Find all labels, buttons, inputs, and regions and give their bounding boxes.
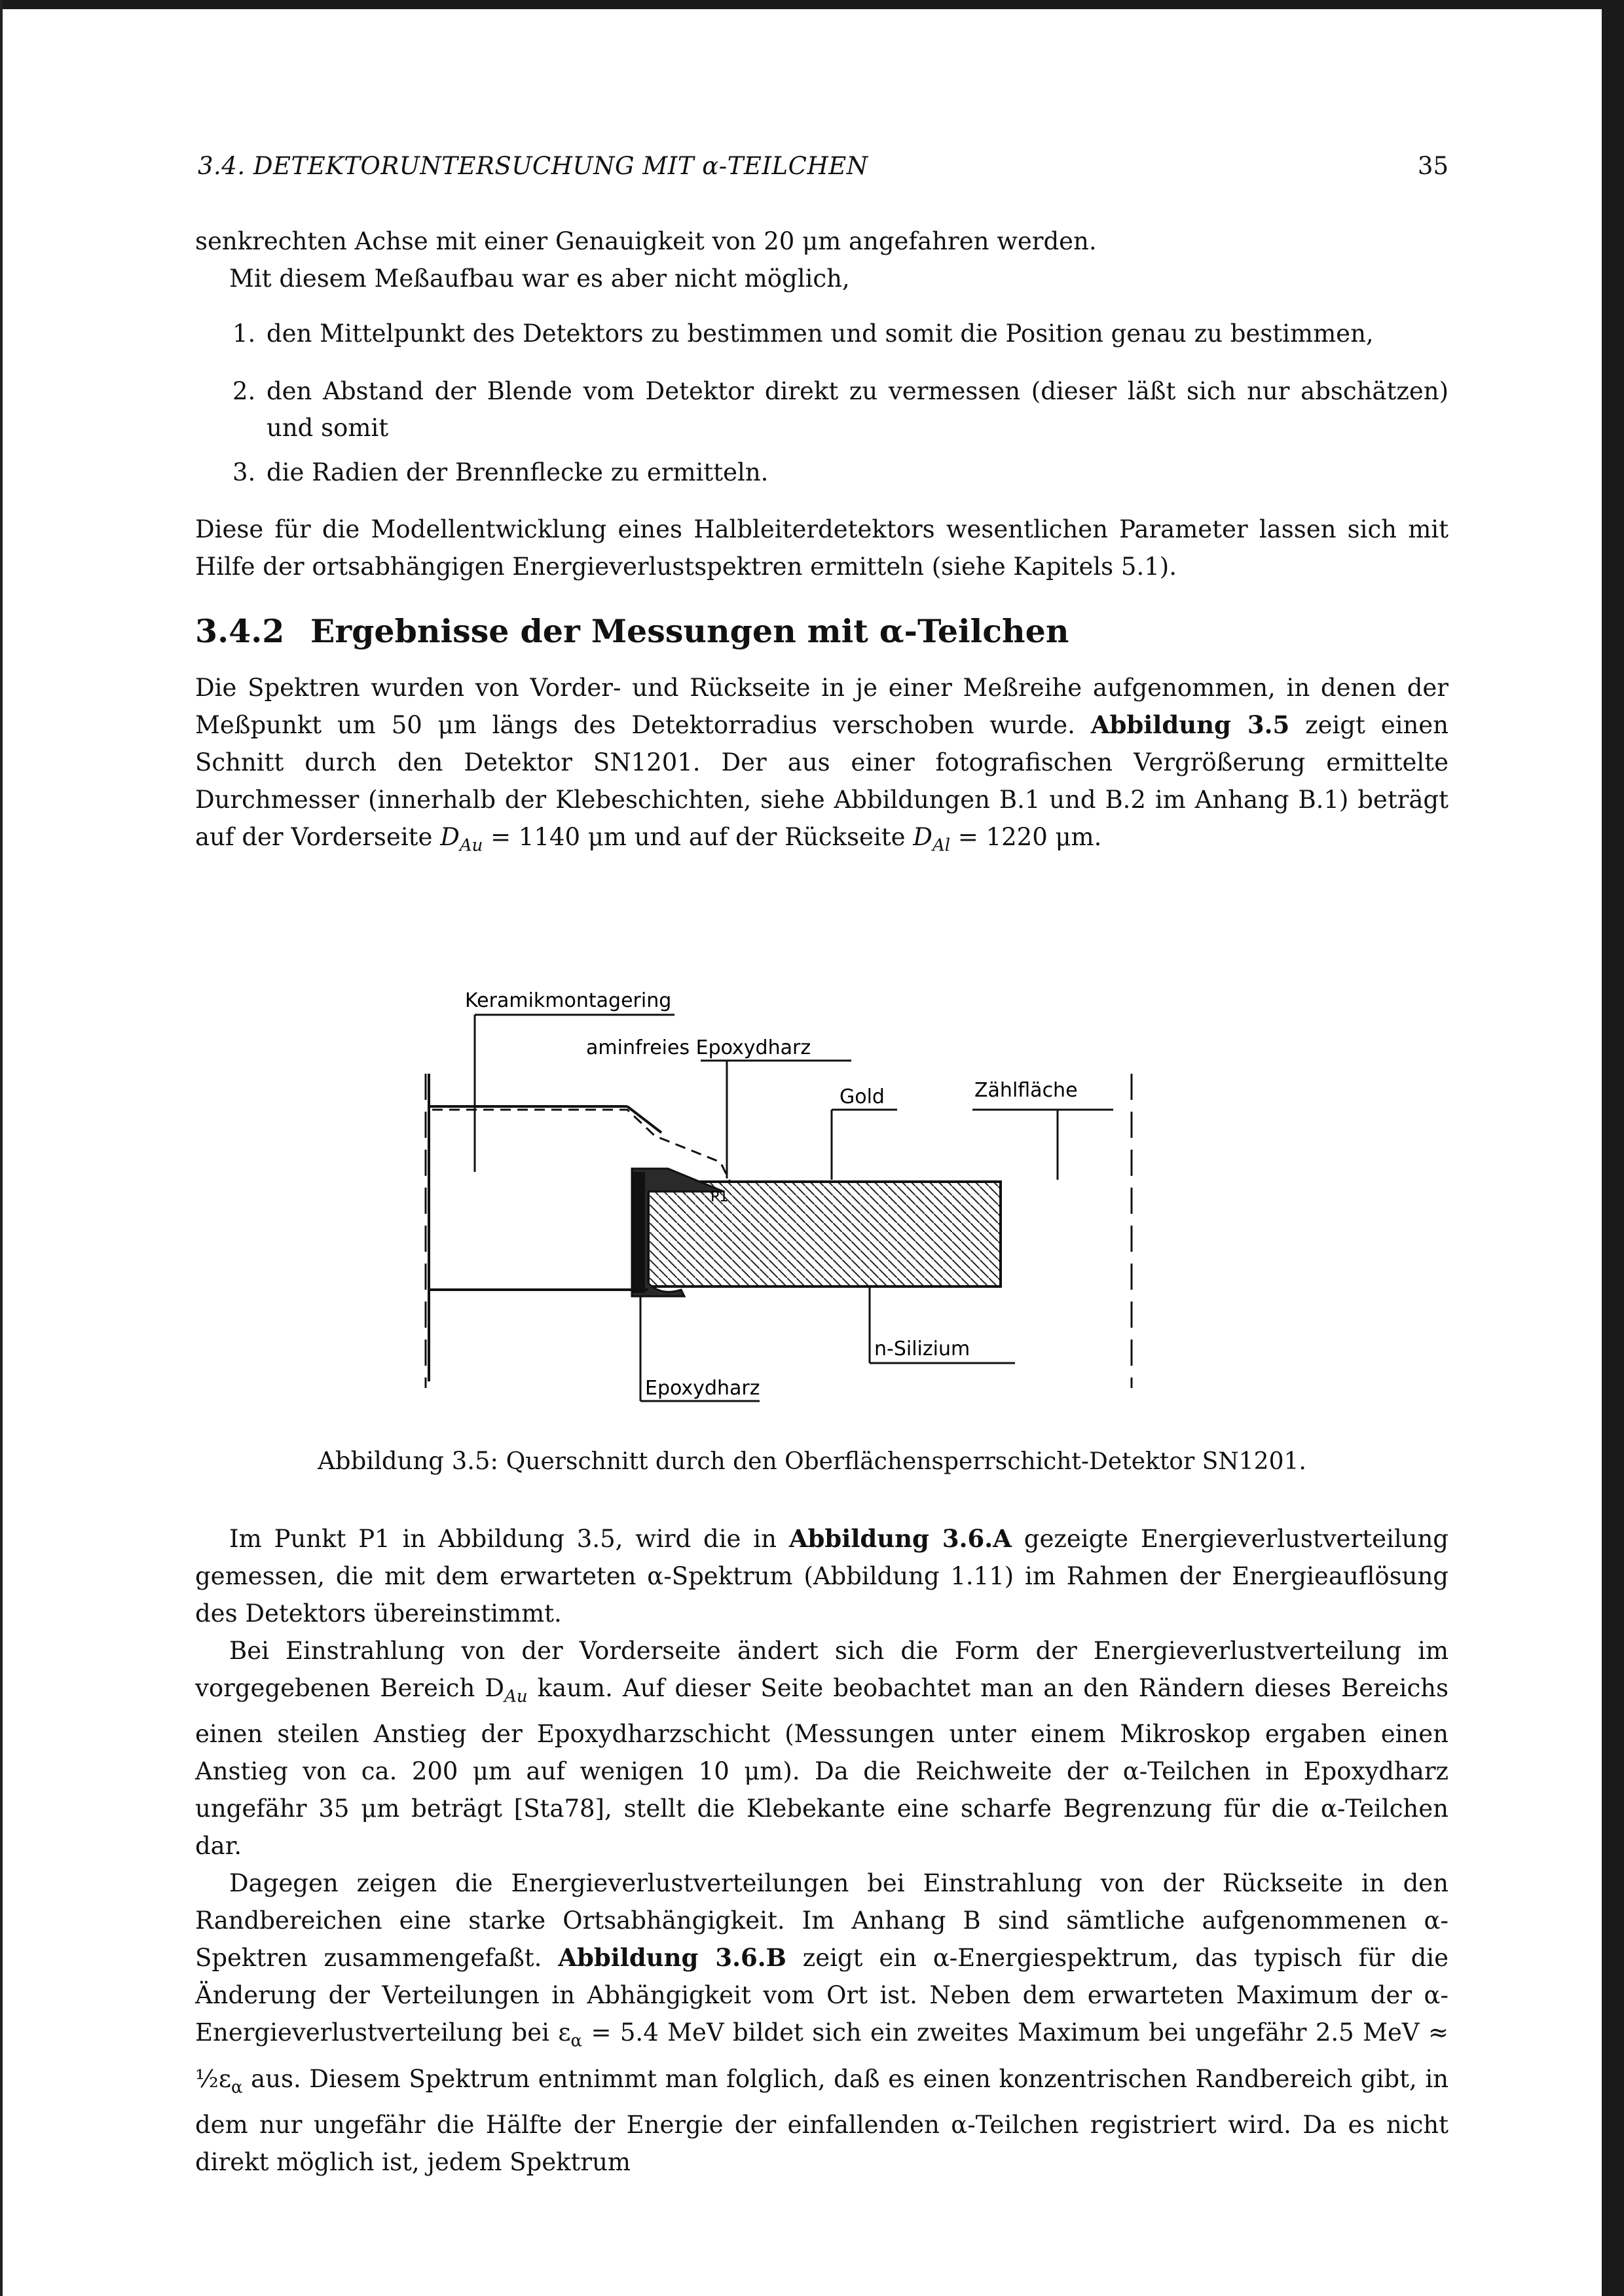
text-run: = 1220 μm. — [950, 823, 1102, 851]
list-item — [232, 373, 1449, 446]
text-run: aus. Diesem Spektrum entnimmt man folglich, daß es einen konzentrischen Randbereich gibt, in dem nur ungefähr die Hälfte der Energie der einfallenden α-Teilchen registriert wird. Da es nicht direkt möglich ist, jedem Spektrum — [195, 2064, 1449, 2177]
body-paragraphs — [195, 1520, 1449, 2181]
detector-cross-section-figure — [393, 975, 1153, 1408]
section-number: 3.4.2 — [195, 612, 285, 650]
text-run: zeigt ein α-Energiespektrum, das typisch für die Änderung der Verteilungen in Abhängigkeit vom Ort ist. Neben dem erwarteten Maximum der α-Energieverlustverteilung bei ε — [195, 1944, 1449, 2047]
caption-label: Abbildung 3.5: — [318, 1447, 499, 1475]
label-gold: Gold — [840, 1085, 885, 1108]
text-run: kaum. Auf dieser Seite beobachtet man an den Rändern dieses Bereichs einen steilen Anstieg der Epoxydharzschicht (Messungen unter einem Mikroskop ergaben einen Anstieg von ca. 200 μm auf wenigen 10 μm). Da die Reichweite der α-Teilchen in Epoxydharz ungefähr 35 μm beträgt [Sta78], stellt die Klebekante eine scharfe Begrenzung für die α-Teilchen dar. — [195, 1674, 1449, 1861]
cross-section-drawing — [393, 975, 1153, 1408]
running-header — [198, 152, 1449, 189]
paragraph-2 — [195, 1520, 1449, 1632]
list-item-text: den Mittelpunkt des Detektors zu bestimmen und somit die Position genau zu bestimmen, — [267, 319, 1374, 348]
list-item — [232, 454, 1449, 491]
math-subscript: Au — [504, 1686, 528, 1707]
list-item-text: den Abstand der Blende vom Detektor direkt zu vermessen (dieser läßt sich nur abschätzen) und somit — [267, 377, 1449, 442]
text-run: gezeigte Energieverlustverteilung gemessen, die mit dem erwarteten α-Spektrum (Abbildung 1.11) im Rahmen der Energieauflösung des Detektors übereinstimmt. — [195, 1525, 1449, 1628]
list-item — [232, 316, 1449, 352]
ceramic-ring-outline — [429, 1074, 661, 1381]
math-symbol: D — [913, 823, 932, 851]
math-subscript: Au — [459, 835, 483, 856]
text-run: Dagegen zeigen die Energieverlustverteilungen bei Einstrahlung von der Rückseite in den Randbereichen eine starke Ortsabhängigkeit. Im Anhang B sind sämtliche aufgenommenen α-Spektren zusammengefaßt. — [195, 1869, 1449, 1973]
intro-text — [195, 223, 1449, 297]
paragraph-after-list — [195, 511, 1449, 585]
label-p1: P1 — [710, 1189, 729, 1205]
list-item-number: 3. — [232, 458, 256, 486]
running-header-title: 3.4. DETEKTORUNTERSUCHUNG MIT α-TEILCHEN — [198, 152, 868, 180]
gold-layer-dashed — [432, 1110, 1002, 1182]
list-item-text: die Radien der Brennflecke zu ermitteln. — [267, 458, 769, 486]
text-run: Im Punkt P1 in Abbildung 3.5, wird die in — [229, 1525, 789, 1553]
paragraph-text — [195, 669, 1449, 864]
figure-reference: Abbildung 3.5 — [1090, 710, 1290, 739]
text-run: = 1140 μm und auf der Rückseite — [483, 823, 913, 851]
text-run: zeigt einen Schnitt durch den Detektor SN1201. Der aus einer fotografischen Vergrößerung ermittelte Durchmesser (innerhalb der Klebeschichten, siehe Abbildungen B.1 und B.2 im Anhang B.1) beträgt auf der Vorderseite — [195, 711, 1449, 851]
paragraph-3 — [195, 1632, 1449, 1865]
figure-caption — [0, 1447, 1624, 1475]
math-symbol: D — [440, 823, 460, 851]
list-item-number: 1. — [232, 319, 256, 348]
text-run: Bei Einstrahlung von der Vorderseite ändert sich die Form der Energieverlustverteilung im vorgegebenen Bereich D — [195, 1637, 1449, 1702]
intro-line-1: senkrechten Achse mit einer Genauigkeit von 20 μm angefahren werden. — [195, 227, 1097, 255]
section-heading — [195, 612, 1069, 650]
math-subscript: Al — [932, 835, 951, 856]
silicon-body — [648, 1182, 1001, 1286]
math-subscript: α — [570, 2031, 583, 2051]
figure-reference: Abbildung 3.6.A — [788, 1524, 1012, 1553]
label-epoxydharz: Epoxydharz — [645, 1377, 760, 1400]
caption-text: Querschnitt durch den Oberflächensperrschicht-Detektor SN1201. — [506, 1448, 1306, 1475]
intro-line-2: Mit diesem Meßaufbau war es aber nicht möglich, — [229, 264, 850, 293]
figure-reference: Abbildung 3.6.B — [558, 1943, 786, 1973]
math-subscript: α — [231, 2077, 243, 2098]
scan-border-right — [1602, 0, 1624, 2296]
text-run: Die Spektren wurden von Vorder- und Rückseite in je einer Meßreihe aufgenommen, in denen der Meßpunkt um 50 μm längs des Detektorradius verschoben wurde. — [195, 674, 1449, 739]
paragraph-4 — [195, 1865, 1449, 2181]
page-number: 35 — [1417, 152, 1449, 180]
label-silizium: n-Silizium — [874, 1338, 970, 1360]
label-epoxy-free: aminfreies Epoxydharz — [586, 1036, 811, 1059]
paragraph-text: Diese für die Modellentwicklung eines Halbleiterdetektors wesentlichen Parameter lassen sich mit Hilfe der ortsabhängigen Energieverlustspektren ermitteln (siehe Kapitels 5.1). — [195, 515, 1449, 581]
label-keramik: Keramikmontagering — [465, 989, 672, 1012]
paragraph-1 — [195, 669, 1449, 864]
list-item-number: 2. — [232, 377, 256, 405]
text-run: = 5.4 MeV bildet sich ein zweites Maximum bei ungefähr 2.5 MeV ≈ ½ε — [195, 2018, 1449, 2093]
label-zaehlflaeche: Zählfläche — [974, 1079, 1078, 1102]
section-title: Ergebnisse der Messungen mit α-Teilchen — [310, 612, 1069, 650]
